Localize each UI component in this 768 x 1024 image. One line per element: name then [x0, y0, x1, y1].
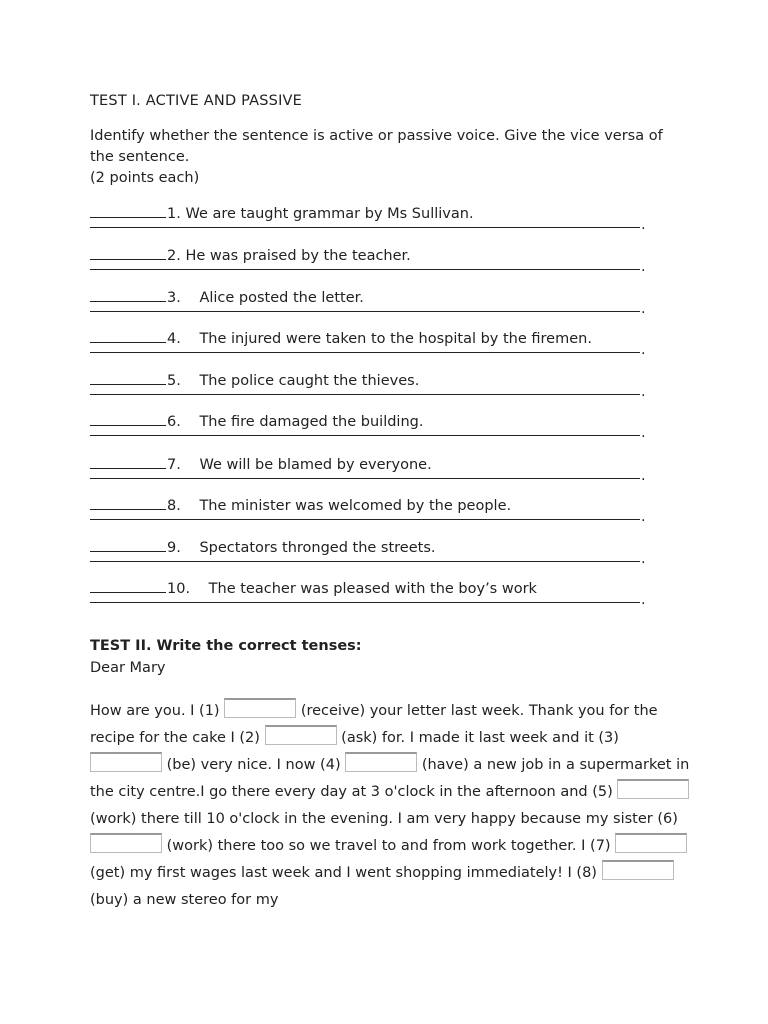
test2-title: TEST II. Write the correct tenses:: [90, 638, 362, 654]
blank-box-8[interactable]: [602, 860, 674, 880]
question-5: 5. The police caught the thieves. .: [90, 370, 650, 410]
test1-instructions: [90, 126, 690, 189]
blank-box-3[interactable]: [90, 752, 162, 772]
rewrite-line-2[interactable]: [90, 269, 640, 270]
rewrite-line-3[interactable]: [90, 311, 640, 312]
rewrite-line-4[interactable]: [90, 352, 640, 353]
points-note: (2 points each): [90, 170, 200, 186]
question-1: 1. We are taught grammar by Ms Sullivan. .: [90, 203, 650, 243]
rewrite-line-7[interactable]: [90, 478, 640, 479]
question-4: 4. The injured were taken to the hospital by the firemen. .: [90, 328, 650, 368]
question-10: 10. The teacher was pleased with the boy’s work .: [90, 578, 650, 618]
test1-title: TEST I. ACTIVE AND PASSIVE: [90, 93, 303, 109]
answer-blank-8[interactable]: [90, 495, 166, 510]
answer-blank-10[interactable]: [90, 578, 166, 593]
rewrite-line-5[interactable]: [90, 394, 640, 395]
question-6: 6. The fire damaged the building. .: [90, 411, 650, 451]
rewrite-line-9[interactable]: [90, 561, 640, 562]
question-8: 8. The minister was welcomed by the people. .: [90, 495, 650, 535]
answer-blank-4[interactable]: [90, 328, 166, 343]
question-7: 7. We will be blamed by everyone. .: [90, 454, 650, 494]
question-9: 9. Spectators thronged the streets. .: [90, 537, 650, 577]
blank-box-2[interactable]: [265, 725, 337, 745]
blank-box-1[interactable]: [224, 698, 296, 718]
rewrite-line-8[interactable]: [90, 519, 640, 520]
answer-blank-2[interactable]: [90, 245, 166, 260]
question-2: 2. He was praised by the teacher. .: [90, 245, 650, 285]
rewrite-line-6[interactable]: [90, 435, 640, 436]
answer-blank-5[interactable]: [90, 370, 166, 385]
blank-box-5[interactable]: [617, 779, 689, 799]
blank-box-6[interactable]: [90, 833, 162, 853]
answer-blank-7[interactable]: [90, 454, 166, 469]
letter-greeting: Dear Mary: [90, 660, 166, 676]
question-3: 3. Alice posted the letter. .: [90, 287, 650, 327]
rewrite-line-1[interactable]: [90, 227, 640, 228]
instructions-text: Identify whether the sentence is active or passive voice. Give the vice versa of the sentence.: [90, 128, 663, 165]
answer-blank-9[interactable]: [90, 537, 166, 552]
rewrite-line-10[interactable]: [90, 602, 640, 603]
blank-box-7[interactable]: [615, 833, 687, 853]
answer-blank-1[interactable]: [90, 203, 166, 218]
letter-paragraph: How are you. I (1) (receive) your letter last week. Thank you for the recipe for the cake I (2) (ask) for. I made it last week and it (3) (be) very nice. I now (4) (have) a new job in a supermarket in the city centre.I go there every day at 3 o'clock in the afternoon and (5) (work) there till 10 o'clock in the evening. I am very happy because my sister (6) (work) there too so we travel to and from work together. I (7) (get) my first wages last week and I went shopping immediately! I (8) (buy) a new stereo for my: [90, 698, 690, 914]
blank-box-4[interactable]: [345, 752, 417, 772]
answer-blank-6[interactable]: [90, 411, 166, 426]
answer-blank-3[interactable]: [90, 287, 166, 302]
